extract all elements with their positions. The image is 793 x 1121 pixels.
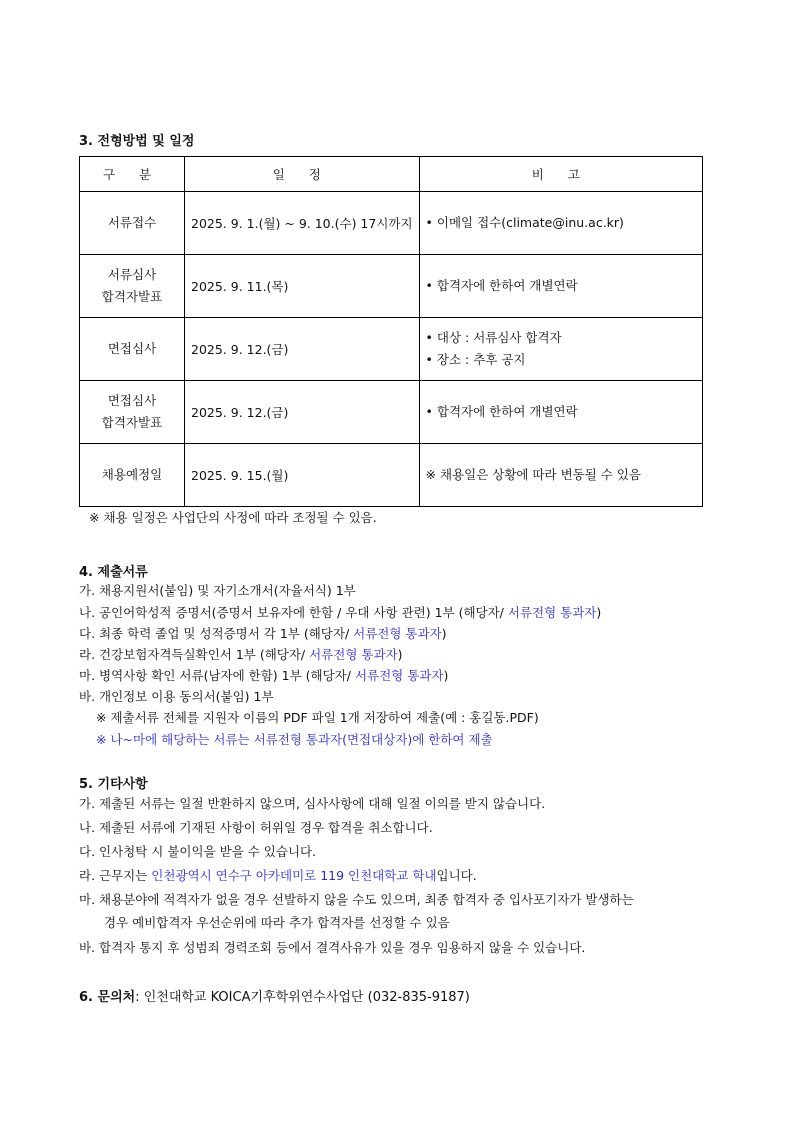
section-3-title: 3. 전형방법 및 일정	[79, 134, 195, 149]
table-row	[80, 444, 703, 507]
row-remarks: ※ 채용일은 상황에 따라 변동될 수 있음	[419, 444, 702, 507]
doc-note-interview: ※ 나~마에 해당하는 서류는 서류전형 통과자(면접대상자)에 한하여 제출	[96, 732, 493, 747]
table-row	[80, 255, 703, 318]
table-row	[80, 192, 703, 255]
etc-item-ma: 마. 채용분야에 적격자가 없을 경우 선발하지 않을 수도 있으며, 최종 합격자 중 입사포기자가 발생하는	[79, 892, 634, 907]
doc-item-ba: 바. 개인정보 이용 동의서(붙임) 1부	[79, 689, 274, 704]
contact-info: : 인천대학교 KOICA기후학위연수사업단 (032-835-9187)	[135, 990, 470, 1005]
contact-line	[79, 989, 470, 1007]
row-category: 면접심사	[80, 318, 185, 381]
doc-item-da: 다. 최종 학력 졸업 및 성적증명서 각 1부 (해당자/ 서류전형 통과자)	[79, 626, 447, 641]
row-date: 2025. 9. 15.(월)	[185, 444, 420, 507]
header-schedule: 일 정	[185, 157, 420, 192]
header-remarks: 비 고	[419, 157, 702, 192]
doc-item-ma: 마. 병역사항 확인 서류(남자에 한함) 1부 (해당자/ 서류전형 통과자)	[79, 668, 449, 683]
row-category: 서류접수	[80, 192, 185, 255]
row-category: 서류심사 합격자발표	[80, 255, 185, 318]
header-category: 구 분	[80, 157, 185, 192]
row-date: 2025. 9. 11.(목)	[185, 255, 420, 318]
row-date: 2025. 9. 12.(금)	[185, 318, 420, 381]
schedule-table	[79, 156, 703, 507]
section-4-title: 4. 제출서류	[79, 565, 148, 580]
row-category: 채용예정일	[80, 444, 185, 507]
row-remarks: • 대상 : 서류심사 합격자 • 장소 : 추후 공지	[419, 318, 702, 381]
section-5-title: 5. 기타사항	[79, 777, 148, 792]
etc-item-na: 나. 제출된 서류에 기재된 사항이 허위일 경우 합격을 취소합니다.	[79, 820, 433, 835]
section-6-title: 6. 문의처	[79, 990, 136, 1005]
etc-item-ba: 바. 합격자 통지 후 성범죄 경력조회 등에서 결격사유가 있을 경우 임용하지 않을 수 있습니다.	[79, 940, 586, 955]
doc-item-ra: 라. 건강보험자격득실확인서 1부 (해당자/ 서류전형 통과자)	[79, 647, 403, 662]
etc-item-da: 다. 인사청탁 시 불이익을 받을 수 있습니다.	[79, 844, 317, 859]
row-date: 2025. 9. 1.(월) ~ 9. 10.(수) 17시까지	[185, 192, 420, 255]
row-category: 면접심사 합격자발표	[80, 381, 185, 444]
doc-item-ga: 가. 채용지원서(붙임) 및 자기소개서(자율서식) 1부	[79, 583, 356, 598]
row-remarks: • 이메일 접수(climate@inu.ac.kr)	[419, 192, 702, 255]
table-row	[80, 318, 703, 381]
table-header-row	[80, 157, 703, 192]
row-remarks: • 합격자에 한하여 개별연락	[419, 255, 702, 318]
etc-item-ga: 가. 제출된 서류는 일절 반환하지 않으며, 심사사항에 대해 일절 이의를 받지 않습니다.	[79, 796, 546, 811]
doc-item-na: 나. 공인어학성적 증명서(증명서 보유자에 한함 / 우대 사항 관련) 1부 (해당자/ 서류전형 통과자)	[79, 605, 602, 620]
table-row	[80, 381, 703, 444]
row-date: 2025. 9. 12.(금)	[185, 381, 420, 444]
etc-item-ma-cont: 경우 예비합격자 우선순위에 따라 추가 합격자를 선정할 수 있음	[104, 915, 450, 930]
etc-item-ra: 라. 근무지는 인천광역시 연수구 아카데미로 119 인천대학교 학내입니다.	[79, 868, 477, 883]
row-remarks: • 합격자에 한하여 개별연락	[419, 381, 702, 444]
schedule-footnote: ※ 채용 일정은 사업단의 사정에 따라 조정될 수 있음.	[89, 510, 377, 525]
doc-note-pdf: ※ 제출서류 전체를 지원자 이름의 PDF 파일 1개 저장하여 제출(예 : 홍길동.PDF)	[96, 710, 539, 725]
